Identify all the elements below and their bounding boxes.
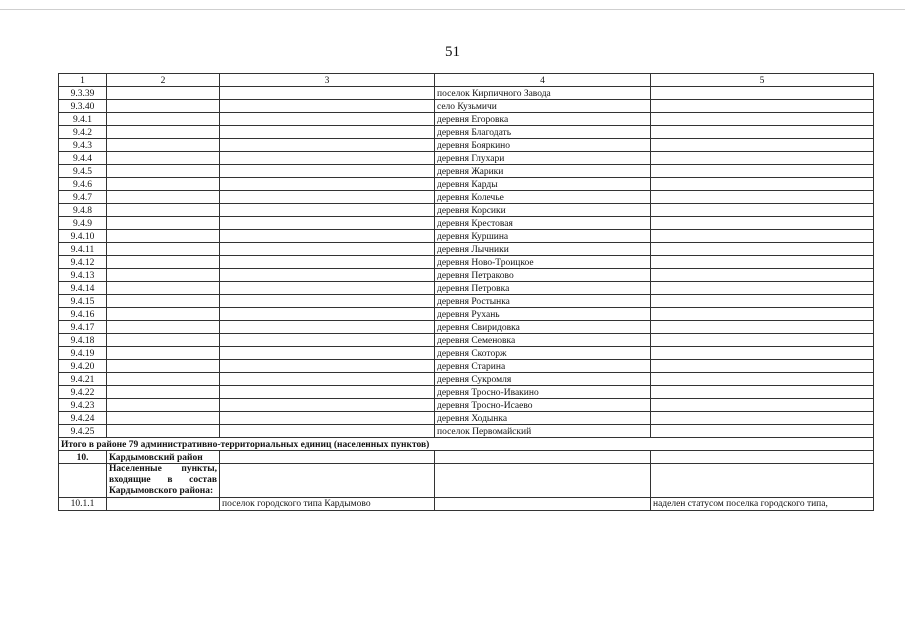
header-cell-3: 3 — [220, 74, 435, 87]
table-row — [59, 269, 874, 282]
empty-cell — [107, 282, 220, 295]
empty-cell — [220, 295, 435, 308]
row-number: 9.4.4 — [59, 152, 107, 165]
header-cell-2: 2 — [107, 74, 220, 87]
row-number: 9.4.2 — [59, 126, 107, 139]
table-row — [59, 191, 874, 204]
settlement-name: деревня Рухань — [435, 308, 651, 321]
empty-cell — [107, 334, 220, 347]
settlement-name: деревня Ростынка — [435, 295, 651, 308]
settlement-name: деревня Карды — [435, 178, 651, 191]
settlement-name: деревня Куршина — [435, 230, 651, 243]
empty-cell — [107, 178, 220, 191]
empty-cell — [220, 100, 435, 113]
empty-cell — [651, 347, 874, 360]
empty-cell — [107, 373, 220, 386]
table-row — [59, 334, 874, 347]
empty-cell — [220, 191, 435, 204]
row-number: 9.4.15 — [59, 295, 107, 308]
empty-cell — [651, 295, 874, 308]
empty-cell — [651, 217, 874, 230]
empty-cell — [107, 347, 220, 360]
empty-cell — [107, 269, 220, 282]
header-cell-4: 4 — [435, 74, 651, 87]
settlement-name: деревня Ново-Троицкое — [435, 256, 651, 269]
table-row — [59, 113, 874, 126]
row-number: 9.4.22 — [59, 386, 107, 399]
empty-cell — [651, 269, 874, 282]
row-number: 9.3.39 — [59, 87, 107, 100]
table-row — [59, 165, 874, 178]
settlement-name: поселок Кирпичного Завода — [435, 87, 651, 100]
row-number: 9.4.8 — [59, 204, 107, 217]
settlement-name: деревня Корсики — [435, 204, 651, 217]
empty-cell — [651, 360, 874, 373]
empty-cell — [220, 139, 435, 152]
empty-cell — [220, 334, 435, 347]
row-number: 9.4.9 — [59, 217, 107, 230]
empty-cell — [651, 373, 874, 386]
empty-cell — [107, 139, 220, 152]
empty-cell — [107, 360, 220, 373]
table-row — [59, 178, 874, 191]
subheading-text: Населенные пункты, входящие в состав Кардымовского района: — [107, 464, 220, 498]
district-row — [59, 451, 874, 464]
district-name: Кардымовский район — [107, 451, 220, 464]
empty-cell — [107, 217, 220, 230]
empty-cell — [651, 464, 874, 498]
empty-cell — [651, 399, 874, 412]
row-number: 9.4.21 — [59, 373, 107, 386]
row-number: 9.4.13 — [59, 269, 107, 282]
settlement-name: деревня Егоровка — [435, 113, 651, 126]
empty-cell — [107, 191, 220, 204]
empty-cell — [220, 269, 435, 282]
empty-cell — [107, 165, 220, 178]
subheading-row — [59, 464, 874, 498]
empty-cell — [651, 334, 874, 347]
table-row — [59, 386, 874, 399]
empty-cell — [107, 308, 220, 321]
settlement-name: деревня Жарики — [435, 165, 651, 178]
settlement-name: деревня Бояркино — [435, 139, 651, 152]
row-number: 9.4.7 — [59, 191, 107, 204]
empty-cell — [107, 113, 220, 126]
empty-cell — [435, 497, 651, 510]
settlement-name: поселок городского типа Кардымово — [220, 497, 435, 510]
empty-cell — [220, 113, 435, 126]
table-row — [59, 282, 874, 295]
empty-cell — [220, 126, 435, 139]
empty-cell — [107, 204, 220, 217]
empty-cell — [651, 451, 874, 464]
empty-cell — [107, 295, 220, 308]
empty-cell — [651, 87, 874, 100]
settlement-name: поселок Первомайский — [435, 425, 651, 438]
row-number: 9.3.40 — [59, 100, 107, 113]
empty-cell — [107, 425, 220, 438]
settlement-name: деревня Крестовая — [435, 217, 651, 230]
row-number: 9.4.18 — [59, 334, 107, 347]
row-number: 9.4.12 — [59, 256, 107, 269]
table-row — [59, 308, 874, 321]
empty-cell — [651, 412, 874, 425]
row-number: 9.4.1 — [59, 113, 107, 126]
settlement-name: деревня Петровка — [435, 282, 651, 295]
empty-cell — [435, 464, 651, 498]
empty-cell — [651, 425, 874, 438]
row-number: 9.4.25 — [59, 425, 107, 438]
table-row — [59, 139, 874, 152]
empty-cell — [107, 256, 220, 269]
row-number: 9.4.5 — [59, 165, 107, 178]
row-number: 9.4.23 — [59, 399, 107, 412]
settlement-name: деревня Колечье — [435, 191, 651, 204]
empty-cell — [107, 321, 220, 334]
empty-cell — [651, 204, 874, 217]
page-number: 51 — [445, 44, 460, 60]
settlement-name: деревня Тросно-Исаево — [435, 399, 651, 412]
empty-cell — [220, 386, 435, 399]
empty-cell — [220, 230, 435, 243]
table-row — [59, 373, 874, 386]
empty-cell — [651, 282, 874, 295]
row-number: 9.4.3 — [59, 139, 107, 152]
empty-cell — [651, 126, 874, 139]
empty-cell — [107, 399, 220, 412]
empty-cell — [220, 412, 435, 425]
row-number: 9.4.11 — [59, 243, 107, 256]
empty-cell — [107, 230, 220, 243]
settlement-name: деревня Тросно-Ивакино — [435, 386, 651, 399]
empty-cell — [107, 152, 220, 165]
table-row — [59, 100, 874, 113]
row-number: 9.4.20 — [59, 360, 107, 373]
header-cell-5: 5 — [651, 74, 874, 87]
table-row — [59, 497, 874, 510]
table-row — [59, 152, 874, 165]
total-text: Итого в районе 79 административно-территориальных единиц (населенных пунктов) — [59, 438, 874, 451]
row-number: 9.4.17 — [59, 321, 107, 334]
empty-cell — [220, 308, 435, 321]
empty-cell — [220, 87, 435, 100]
table-row — [59, 399, 874, 412]
table-row — [59, 347, 874, 360]
empty-cell — [651, 243, 874, 256]
empty-cell — [220, 451, 435, 464]
empty-cell — [107, 100, 220, 113]
row-number: 9.4.14 — [59, 282, 107, 295]
row-number: 9.4.16 — [59, 308, 107, 321]
table-row — [59, 204, 874, 217]
settlement-name: деревня Лычники — [435, 243, 651, 256]
empty-cell — [220, 217, 435, 230]
table-row — [59, 321, 874, 334]
table-row — [59, 243, 874, 256]
table-row — [59, 425, 874, 438]
empty-cell — [220, 243, 435, 256]
empty-cell — [651, 100, 874, 113]
empty-cell — [107, 497, 220, 510]
settlement-name: деревня Свиридовка — [435, 321, 651, 334]
settlement-name: деревня Ходынка — [435, 412, 651, 425]
settlement-name: деревня Семеновка — [435, 334, 651, 347]
empty-cell — [651, 256, 874, 269]
empty-cell — [651, 191, 874, 204]
empty-cell — [651, 308, 874, 321]
settlement-name: деревня Старина — [435, 360, 651, 373]
settlement-name: деревня Благодать — [435, 126, 651, 139]
status-note: наделен статусом поселка городского типа, — [651, 497, 874, 510]
empty-cell — [220, 256, 435, 269]
empty-cell — [107, 243, 220, 256]
settlement-name: село Кузьмичи — [435, 100, 651, 113]
empty-cell — [59, 464, 107, 498]
empty-cell — [651, 178, 874, 191]
empty-cell — [220, 360, 435, 373]
settlements-table — [58, 73, 874, 511]
row-number: 9.4.24 — [59, 412, 107, 425]
empty-cell — [651, 321, 874, 334]
empty-cell — [220, 373, 435, 386]
row-number: 9.4.19 — [59, 347, 107, 360]
empty-cell — [651, 165, 874, 178]
total-row — [59, 438, 874, 451]
header-row — [59, 74, 874, 87]
empty-cell — [220, 165, 435, 178]
table-row — [59, 412, 874, 425]
table-row — [59, 87, 874, 100]
empty-cell — [651, 230, 874, 243]
table-row — [59, 217, 874, 230]
table-row — [59, 295, 874, 308]
settlement-name: деревня Глухари — [435, 152, 651, 165]
empty-cell — [220, 321, 435, 334]
empty-cell — [651, 113, 874, 126]
row-number: 9.4.6 — [59, 178, 107, 191]
row-number: 9.4.10 — [59, 230, 107, 243]
table-row — [59, 230, 874, 243]
empty-cell — [220, 425, 435, 438]
top-rule — [0, 9, 905, 10]
empty-cell — [107, 87, 220, 100]
settlement-name: деревня Сукромля — [435, 373, 651, 386]
empty-cell — [220, 399, 435, 412]
empty-cell — [220, 178, 435, 191]
empty-cell — [220, 464, 435, 498]
table-row — [59, 360, 874, 373]
empty-cell — [220, 282, 435, 295]
table-row — [59, 126, 874, 139]
table-row — [59, 256, 874, 269]
empty-cell — [107, 126, 220, 139]
empty-cell — [651, 386, 874, 399]
empty-cell — [107, 412, 220, 425]
empty-cell — [220, 347, 435, 360]
district-number: 10. — [59, 451, 107, 464]
empty-cell — [220, 204, 435, 217]
settlement-name: деревня Петраково — [435, 269, 651, 282]
empty-cell — [107, 386, 220, 399]
settlement-name: деревня Скоторж — [435, 347, 651, 360]
empty-cell — [651, 139, 874, 152]
empty-cell — [220, 152, 435, 165]
row-number: 10.1.1 — [59, 497, 107, 510]
empty-cell — [651, 152, 874, 165]
empty-cell — [435, 451, 651, 464]
header-cell-1: 1 — [59, 74, 107, 87]
